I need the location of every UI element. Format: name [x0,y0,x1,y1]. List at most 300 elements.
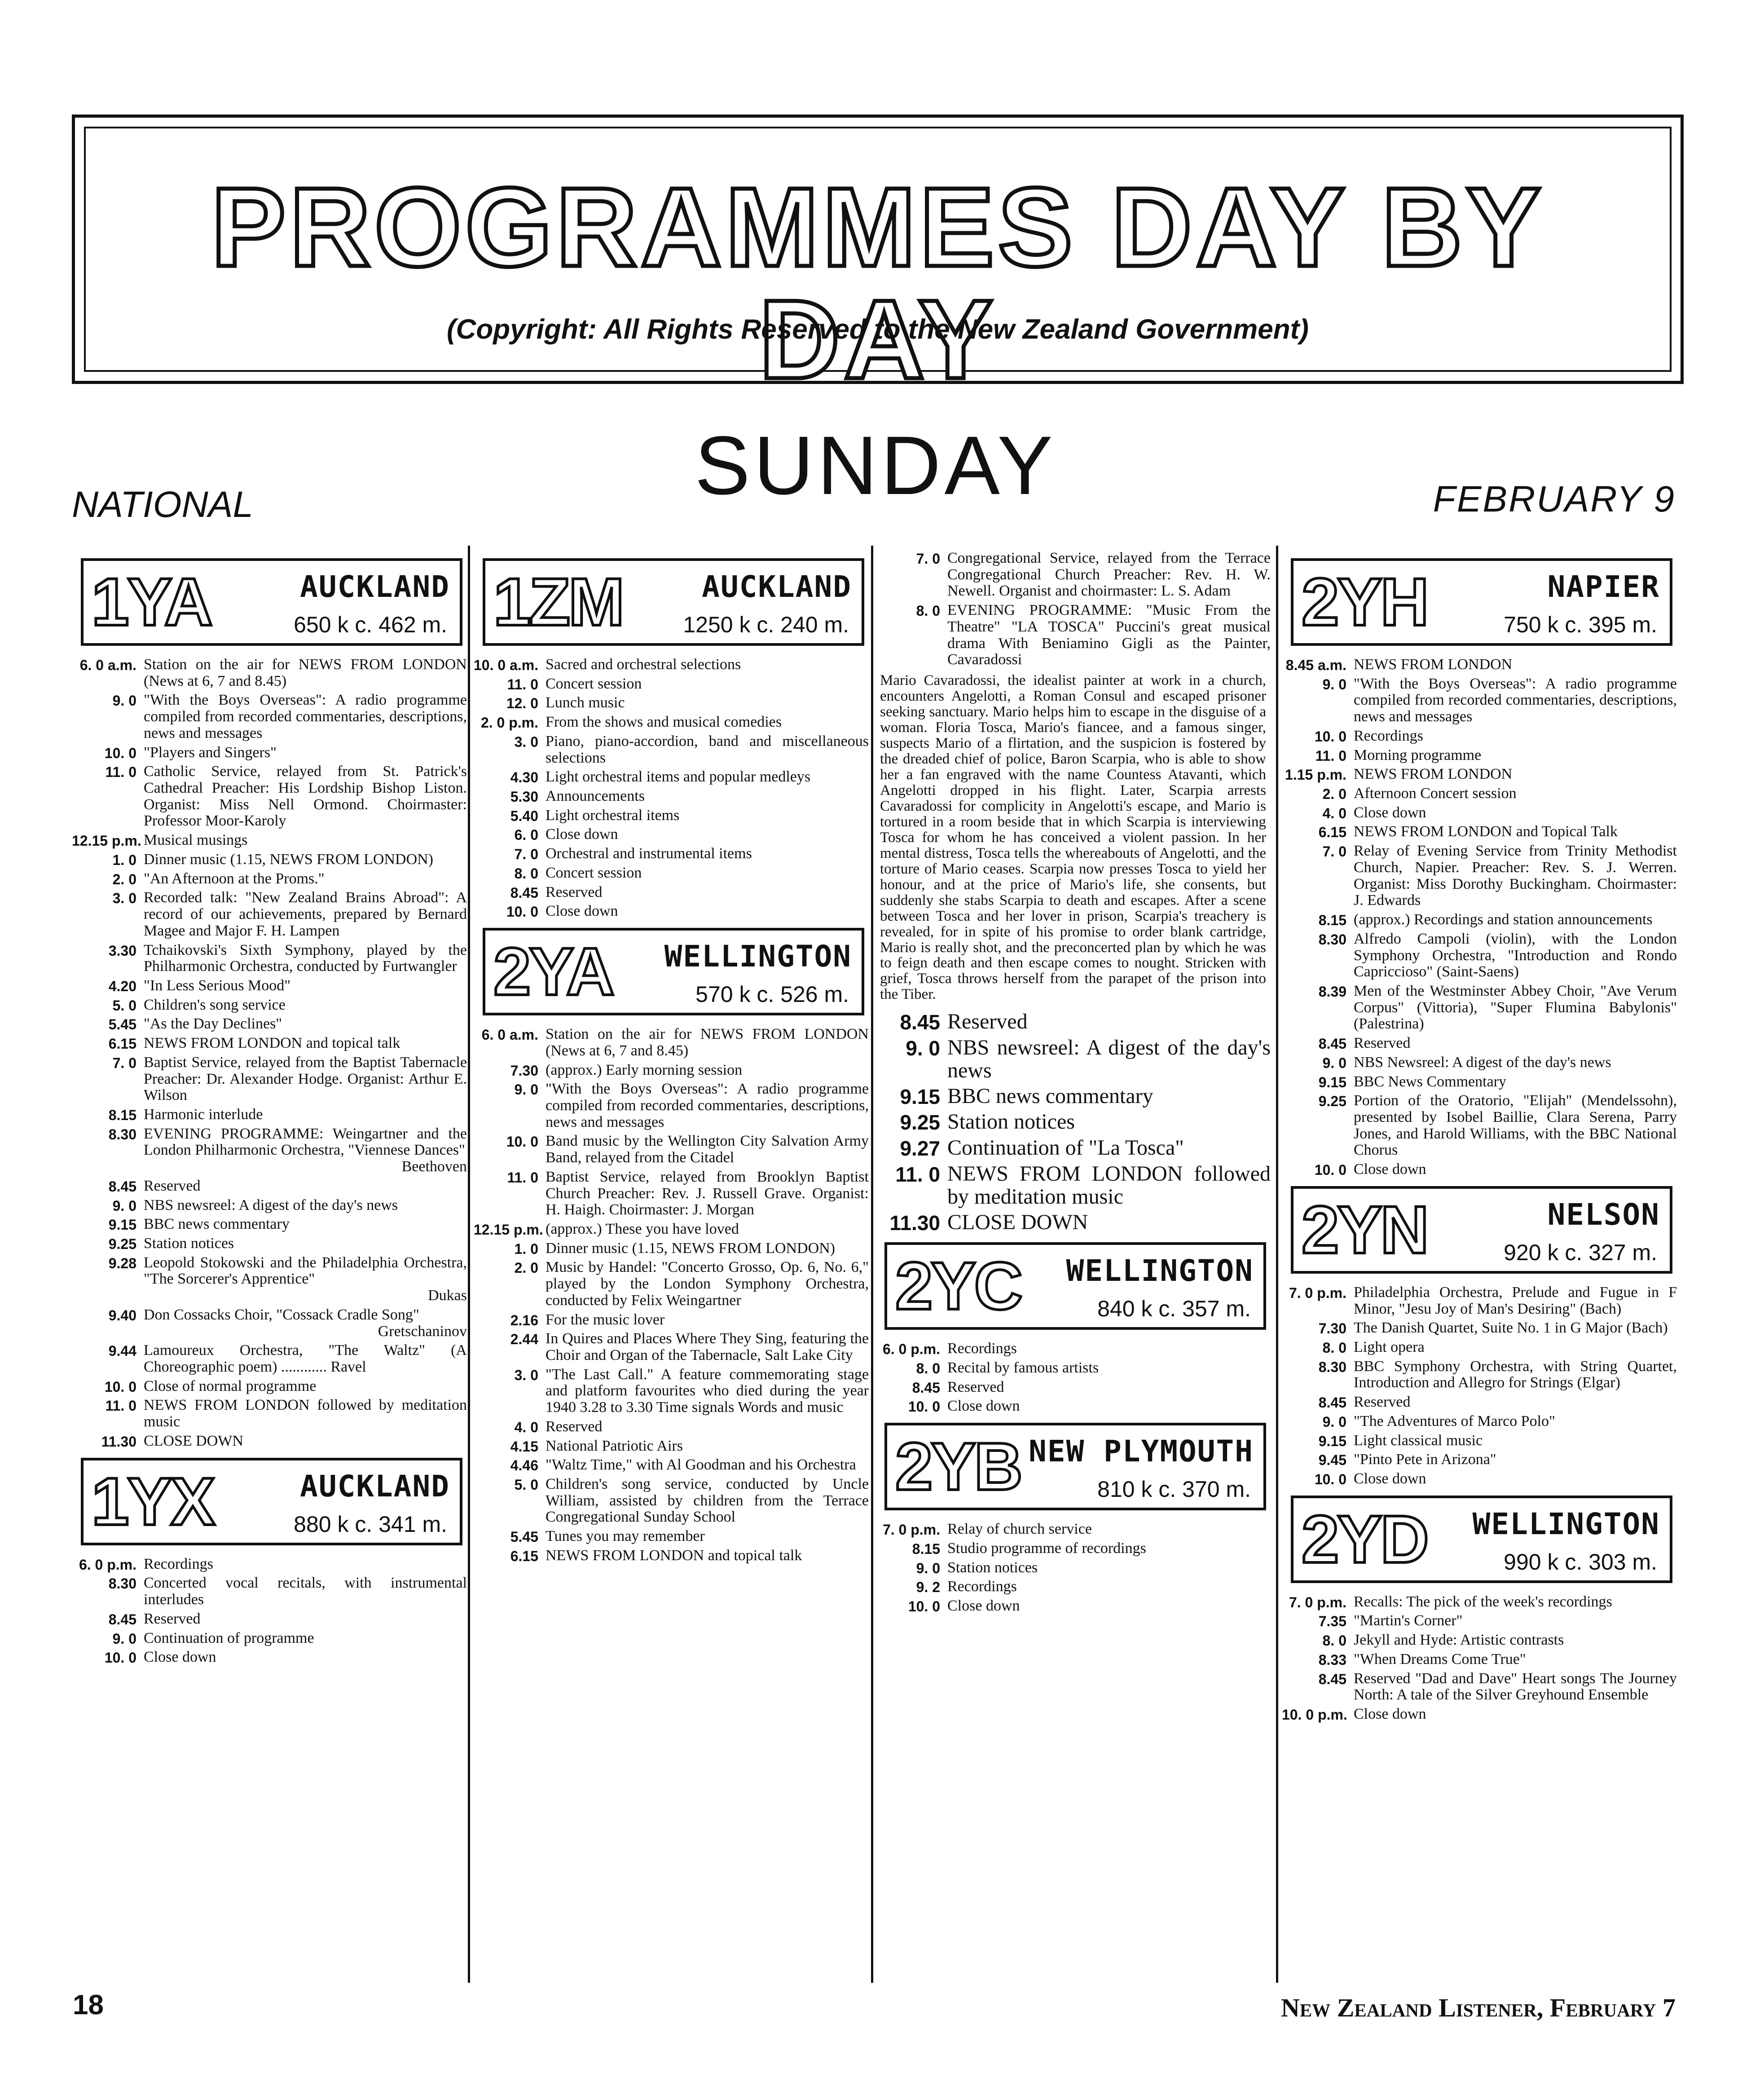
station-box-2yh [1291,558,1672,646]
item-description: Reserved [144,1610,201,1627]
item-text [144,1649,467,1666]
item-time: 11.30 [889,1211,940,1235]
schedule-item [876,1540,1271,1557]
item-description: NEWS FROM LONDON followed by meditation music [144,1397,467,1430]
station-box-2yd [1291,1496,1672,1583]
schedule-item [72,763,467,829]
item-description: "Martin's Corner" [1354,1612,1463,1629]
schedule-item [72,1126,467,1175]
item-text [947,1398,1271,1415]
item-description: Close down [546,826,618,843]
item-description: Reserved [947,1010,1028,1034]
item-time: 7. 0 [112,1054,136,1071]
item-time: 2. 0 [112,871,136,887]
item-description: "Pinto Pete in Arizona" [1354,1451,1496,1468]
station-city: AUCKLAND [702,569,852,604]
schedule-item [474,1528,869,1545]
page-number: 18 [73,1990,104,2021]
item-time: 8.15 [108,1107,136,1123]
item-text [144,851,467,868]
item-text [144,1016,467,1032]
item-time: 11.30 [101,1433,136,1450]
item-time: 4.20 [108,978,136,994]
item-description: Close down [947,1398,1020,1415]
schedule-item [876,1360,1271,1376]
item-description: Children's song service [144,996,286,1013]
schedule-item [72,1630,467,1647]
schedule-item [876,1010,1271,1034]
item-time: 8.45 a.m. [1285,657,1346,673]
schedule-item [474,788,869,805]
schedule-item [1282,1671,1677,1703]
item-description: Announcements [546,788,645,805]
station-box-2yn [1291,1186,1672,1274]
item-description: Concert session [546,864,642,881]
item-time: 9. 0 [906,1037,940,1060]
schedule-item [1282,843,1677,909]
schedule-item [474,1081,869,1130]
schedule-item [876,1137,1271,1160]
column-2 [474,550,869,1567]
item-time: 8.45 [1318,1394,1346,1411]
item-text [1354,747,1677,764]
banner-frame [72,115,1684,402]
item-text [1354,1613,1677,1629]
item-description: BBC news commentary [144,1216,290,1233]
item-description: Station notices [947,1110,1075,1134]
station-callsign: 2YC [895,1248,1021,1324]
item-time: 8.30 [1318,1359,1346,1375]
schedule-item [474,1419,869,1435]
item-description: Dinner music (1.15, NEWS FROM LONDON) [144,851,434,868]
schedule-item [72,1235,467,1252]
day-heading: SUNDAY [695,419,1056,512]
item-text [144,692,467,741]
schedule-item [876,1085,1271,1108]
section-label: NATIONAL [72,484,253,525]
item-text [144,1611,467,1628]
item-description: Station on the air for NEWS FROM LONDON (News at 6, 7 and 8.45) [144,656,467,689]
item-text [1354,1706,1677,1723]
item-text [144,1255,467,1304]
item-time: 2.44 [510,1331,538,1348]
item-time: 9.15 [1318,1433,1346,1449]
item-description: Reserved "Dad and Dave" Heart songs The Journey North: A tale of the Silver Greyhound Ensemble [1354,1670,1677,1703]
item-description: Baptist Service, relayed from the Baptist Tabernacle Preacher: Dr. Alexander Hodge. Organist: Arthur E. Wilson [144,1054,467,1104]
schedule-item [474,769,869,785]
item-text [1354,657,1677,673]
item-description: Reserved [1354,1394,1411,1411]
schedule-item [1282,1594,1677,1610]
item-time: 5.45 [510,1529,538,1545]
item-description: Don Cossacks Choir, "Cossack Cradle Song" [144,1306,419,1323]
item-text [546,1438,869,1455]
item-text [1354,728,1677,745]
item-description: Catholic Service, relayed from St. Patrick's Cathedral Preacher: His Lordship Bishop Liston. Organist: Miss Nell Ormond. Choirmaster: Professor Moor-Karoly [144,763,467,829]
item-time: 2. 0 p.m. [480,715,538,731]
item-time: 10. 0 [908,1399,940,1415]
page-title: PROGRAMMES DAY BY DAY [211,164,1544,402]
item-text [947,1560,1271,1576]
item-time: 10. 0 [104,1650,136,1666]
item-description: Reserved [546,883,603,900]
schedule-item [876,1379,1271,1396]
schedule-item [876,550,1271,600]
item-description: Tunes you may remember [546,1528,705,1545]
item-text [1354,1074,1677,1090]
schedule-item [1282,1161,1677,1178]
banner-inner-frame [84,127,1672,402]
item-text [546,1548,869,1564]
schedule-item [72,832,467,849]
schedule-item [72,851,467,868]
item-text [1354,1394,1677,1411]
item-time: 2.16 [510,1312,538,1328]
item-text [947,1579,1271,1595]
station-frequency: 1250 k c. 240 m. [683,612,849,637]
item-text [144,997,467,1014]
item-description: EVENING PROGRAMME: "Music From the Theatre" "LA TOSCA" Puccini's great musical drama With Beniamino Gigli as the Painter, Cavaradossi [947,602,1271,668]
item-time: 10. 0 [104,745,136,761]
item-time: 10. 0 p.m. [1282,1707,1347,1723]
schedule-item [1282,676,1677,725]
column-3 [876,550,1271,1617]
item-text [546,865,869,882]
station-frequency: 650 k c. 462 m. [294,612,447,637]
station-city: WELLINGTON [1472,1506,1660,1541]
item-description: Reserved [546,1418,603,1435]
item-description: Light classical music [1354,1432,1483,1449]
item-description: Portion of the Oratorio, "Elijah" (Mendelssohn), presented by Isobel Baillie, Clara Serena, Parry Jones, and Harold Williams, with the BBC National Chorus [1354,1092,1677,1159]
item-description: Close down [1354,1470,1426,1487]
item-time: 9.15 [900,1085,940,1108]
item-text [1354,1320,1677,1337]
item-text [144,1216,467,1233]
station-callsign: 2YA [493,934,613,1010]
schedule-item [1282,747,1677,764]
station-callsign: 1ZM [493,564,623,640]
item-text [1354,766,1677,783]
item-time: 12.15 p.m. [474,1221,543,1238]
item-text [144,745,467,761]
item-time: 10. 0 [1314,1162,1346,1178]
item-composer: Dukas [428,1287,467,1304]
item-description: Close down [1354,804,1426,821]
item-description: Close down [1354,1706,1426,1723]
schedule-item [474,1240,869,1257]
schedule-item [474,1133,869,1166]
item-text [947,1540,1271,1557]
column-1 [72,550,467,1668]
item-time: 9.25 [1318,1093,1346,1110]
item-description: Relay of church service [947,1521,1092,1538]
schedule-item [474,1259,869,1309]
item-description: "In Less Serious Mood" [144,977,291,994]
schedule-item [1282,1035,1677,1052]
item-text [1354,843,1677,909]
item-text [546,826,869,843]
schedule-item [474,714,869,731]
item-description: "Waltz Time," with Al Goodman and his Orchestra [546,1456,856,1474]
item-description: Station notices [144,1235,234,1252]
item-text [1354,1632,1677,1649]
item-description: Recalls: The pick of the week's recordings [1354,1593,1612,1610]
item-time: 9.25 [900,1111,940,1134]
item-description: Recordings [947,1340,1017,1357]
item-time: 8. 0 [916,603,940,619]
item-time: 5.40 [510,807,538,824]
schedule-item [474,903,869,920]
item-time: 8.45 [900,1010,940,1034]
column-divider [468,546,470,1983]
item-text [144,1197,467,1214]
item-time: 7. 0 p.m. [882,1522,940,1538]
item-time: 6.15 [1318,824,1346,841]
station-frequency: 920 k c. 327 m. [1504,1240,1657,1265]
item-text [144,657,467,689]
item-text [546,1419,869,1435]
item-text [1354,931,1677,980]
station-box-1ya [81,558,462,646]
item-text [144,1178,467,1195]
schedule-item [72,1575,467,1608]
schedule-item [72,1433,467,1450]
item-description: Close down [1354,1161,1426,1178]
schedule-item [474,1476,869,1526]
item-text [546,1062,869,1079]
item-time: 8.45 [1318,1671,1346,1687]
item-description: Light opera [1354,1339,1425,1355]
item-description: (approx.) Recordings and station announcements [1354,911,1653,928]
item-description: Recordings [144,1555,213,1572]
item-time: 11. 0 [507,1169,538,1186]
item-text [1354,1451,1677,1468]
item-text [1354,824,1677,840]
item-description: Close down [144,1649,216,1666]
item-time: 11. 0 [507,676,538,693]
column-4 [1282,550,1677,1725]
item-description: The Danish Quartet, Suite No. 1 in G Major (Bach) [1354,1319,1668,1337]
item-text [947,1111,1271,1134]
schedule-item [474,1221,869,1238]
item-text [947,602,1271,668]
item-time: 6.15 [108,1036,136,1052]
item-description: Orchestral and instrumental items [546,845,752,862]
item-text [144,871,467,887]
item-text [1354,676,1677,725]
item-description: BBC News Commentary [1354,1073,1506,1090]
item-description: NBS Newsreel: A digest of the day's news [1354,1054,1611,1071]
item-time: 11. 0 [1315,747,1346,764]
item-time: 7. 0 p.m. [1289,1284,1346,1301]
item-text [546,1528,869,1545]
item-description: Philadelphia Orchestra, Prelude and Fugue in F Minor, "Jesu Joy of Man's Desiring" (Bach) [1354,1284,1677,1317]
item-time: 8.15 [912,1540,940,1557]
schedule-item [876,1037,1271,1082]
item-text [947,1341,1271,1357]
item-time: 8.39 [1318,983,1346,1000]
schedule-item [474,826,869,843]
item-text [1354,785,1677,802]
schedule-item [1282,1093,1677,1159]
item-time: 3. 0 [514,1367,538,1383]
schedule-item [72,1197,467,1214]
schedule-item [72,1342,467,1375]
item-description: BBC news commentary [947,1084,1153,1108]
item-time: 5. 0 [112,997,136,1014]
item-time: 4.15 [510,1438,538,1455]
item-description: Station notices [947,1559,1038,1576]
schedule-item [474,1312,869,1328]
item-time: 12.15 p.m. [72,833,141,849]
item-time: 8.30 [108,1575,136,1592]
item-time: 3. 0 [514,733,538,750]
item-description: Men of the Westminster Abbey Choir, "Ave Verum Corpus" (Vittoria), "Super Flumina Babylonis" (Palestrina) [1354,982,1677,1032]
item-description: Relay of Evening Service from Trinity Methodist Church, Napier. Preacher: Rev. S. J. Werren. Organist: Miss Dorothy Buckingham. Choirmaster: J. Edwards [1354,843,1677,909]
item-time: 8. 0 [916,1360,940,1376]
item-text [1354,1359,1677,1391]
item-text [546,1367,869,1416]
item-time: 11. 0 [105,764,136,781]
schedule-item [72,1035,467,1052]
schedule-item [72,1178,467,1195]
schedule-item [474,884,869,901]
station-box-1yx [81,1458,462,1545]
item-text [144,942,467,975]
item-description: "With the Boys Overseas": A radio programme compiled from recorded commentaries, descriptions, news and messages [1354,675,1677,725]
item-time: 10. 0 [908,1598,940,1615]
schedule-item [72,1611,467,1628]
station-box-1zm [483,558,864,646]
item-text [1354,1054,1677,1071]
schedule-item [72,1556,467,1573]
item-description: "The Last Call." A feature commemorating stage and platform favourites who died during the year 1940 3.28 to 3.30 Time signals Words and music [546,1366,869,1416]
item-description: Station on the air for NEWS FROM LONDON (News at 6, 7 and 8.45) [546,1026,869,1059]
item-text [546,1259,869,1309]
station-frequency: 880 k c. 341 m. [294,1511,447,1537]
item-time: 9.27 [900,1137,940,1160]
item-time: 7. 0 p.m. [1289,1594,1346,1610]
schedule-item [876,1341,1271,1357]
schedule-item [1282,983,1677,1032]
schedule-item [876,602,1271,668]
station-callsign: 2YD [1302,1501,1427,1577]
item-composer: Gretschaninov [378,1323,467,1340]
item-description: "With the Boys Overseas": A radio programme compiled from recorded commentaries, descriptions, news and messages [546,1081,869,1130]
item-description: Dinner music (1.15, NEWS FROM LONDON) [546,1240,836,1257]
schedule-item [1282,824,1677,840]
item-text [546,788,869,805]
station-callsign: 2YH [1302,564,1427,640]
item-description: Children's song service, conducted by Uncle William, assisted by children from the Terrace Congregational Sunday School [546,1476,869,1526]
item-time: 9.15 [1318,1074,1346,1090]
item-description: Continuation of "La Tosca" [947,1136,1184,1160]
opera-synopsis: Mario Cavaradossi, the idealist painter at work in a church, encounters Angelotti, a Roman Consul and escaped prisoner seeking sanctuary. Mario helps him to escape in the disguise of a woman. Floria Tosca, Mario's fiancee, and a famous singer, suspects Mario of a flirtation, and the suspicion is fostered by the dreaded chief of police, Baron Scarpia, who is able to show her a fan engraved with the name Countess Atavanti, which Angelotti dropped in his flight. Later, Scarpia arrests Cavaradossi for complicity in Angelotti's escape, and Mario is tortured in a room beside that in which Scarpia is interviewing Tosca for whom he has conceived a violent passion. In her mental distress, Tosca tells the whereabouts of Angelotti, and the torture of Mario ceases. Scarpia now presses Tosca to yield her honour, and at the price of Mario's life, she consents, but suddenly she stabs Scarpia to death and escapes. After a scene between Tosca and her lover in prison, Scarpia's treachery is revealed, for in spite of his promise to order blank cartridge, Mario is really shot, and the preconcerted plan by which he was to feign death and then escape comes to nought. Stricken with grief, Tosca throws herself from the parapet of the prison into the Tiber. [880,672,1266,1003]
item-description: Continuation of programme [144,1629,314,1646]
item-description: NEWS FROM LONDON and topical talk [144,1035,400,1052]
item-description: (approx.) These you have loved [546,1220,739,1237]
schedule-item [876,1398,1271,1415]
item-time: 3.30 [108,942,136,959]
item-text [1354,1035,1677,1052]
item-description: "With the Boys Overseas": A radio programme compiled from recorded commentaries, descriptions, news and messages [144,692,467,741]
item-text [546,884,869,901]
schedule-item [72,890,467,939]
schedule-item [474,733,869,766]
item-text [1354,1433,1677,1449]
item-description: Congregational Service, relayed from the Terrace Congregational Church Preacher: Rev. H. W. Newell. Organist and choirmaster: L. S. Adam [947,550,1271,600]
schedule-item [1282,1433,1677,1449]
station-city: NAPIER [1547,569,1660,604]
schedule-item [474,865,869,882]
item-time: 9. 0 [1322,676,1346,693]
schedule-item [474,695,869,711]
item-description: Reserved [947,1378,1004,1395]
schedule-item [1282,1339,1677,1356]
item-time: 9. 0 [916,1560,940,1576]
schedule-item [1282,931,1677,980]
schedule-item [1282,657,1677,673]
item-description: EVENING PROGRAMME: Weingartner and the London Philharmonic Orchestra, "Viennese Dances" [144,1125,467,1159]
item-description: "As the Day Declines" [144,1015,282,1032]
item-description: CLOSE DOWN [144,1432,243,1449]
station-box-2yb [884,1423,1266,1510]
item-text [546,1240,869,1257]
item-time: 10. 0 a.m. [474,657,539,673]
item-description: "When Dreams Come True" [1354,1650,1526,1668]
item-description: Harmonic interlude [144,1106,263,1123]
schedule-item [1282,1320,1677,1337]
item-time: 10. 0 [506,904,538,920]
item-time: 4.46 [510,1457,538,1474]
item-text [144,1107,467,1123]
station-city: WELLINGTON [1066,1253,1254,1288]
item-text [144,1630,467,1647]
item-time: 4. 0 [514,1419,538,1435]
item-description: NEWS FROM LONDON and Topical Talk [1354,823,1618,840]
item-time: 4. 0 [1322,805,1346,821]
item-description: NEWS FROM LONDON and topical talk [546,1547,802,1564]
item-description: NEWS FROM LONDON [1354,766,1513,783]
item-time: 8.45 [108,1178,136,1195]
item-text [947,1163,1271,1209]
schedule-item [474,1026,869,1059]
item-text [144,1307,467,1340]
schedule-item [72,1397,467,1430]
item-time: 7.30 [510,1062,538,1079]
item-time: 5.30 [510,789,538,805]
item-text [947,1010,1271,1033]
column-divider [871,546,873,1983]
item-text [546,1221,869,1238]
item-description: "Players and Singers" [144,744,277,761]
publication-footer: New Zealand Listener, February 7 [1281,1993,1676,2022]
item-text [144,1054,467,1104]
station-box-2ya [483,928,864,1015]
item-text [546,733,869,766]
item-time: 8.15 [1318,912,1346,929]
item-time: 9.15 [108,1217,136,1233]
item-description: (approx.) Early morning session [546,1061,743,1078]
schedule-item [474,657,869,673]
item-time: 7. 0 [1322,843,1346,860]
item-description: Band music by the Wellington City Salvation Army Band, relayed from the Citadel [546,1133,869,1166]
schedule-item [876,1111,1271,1134]
item-text [546,1133,869,1166]
schedule-item [72,745,467,761]
schedule-item [474,1331,869,1363]
item-description: NEWS FROM LONDON followed by meditation music [947,1161,1271,1209]
